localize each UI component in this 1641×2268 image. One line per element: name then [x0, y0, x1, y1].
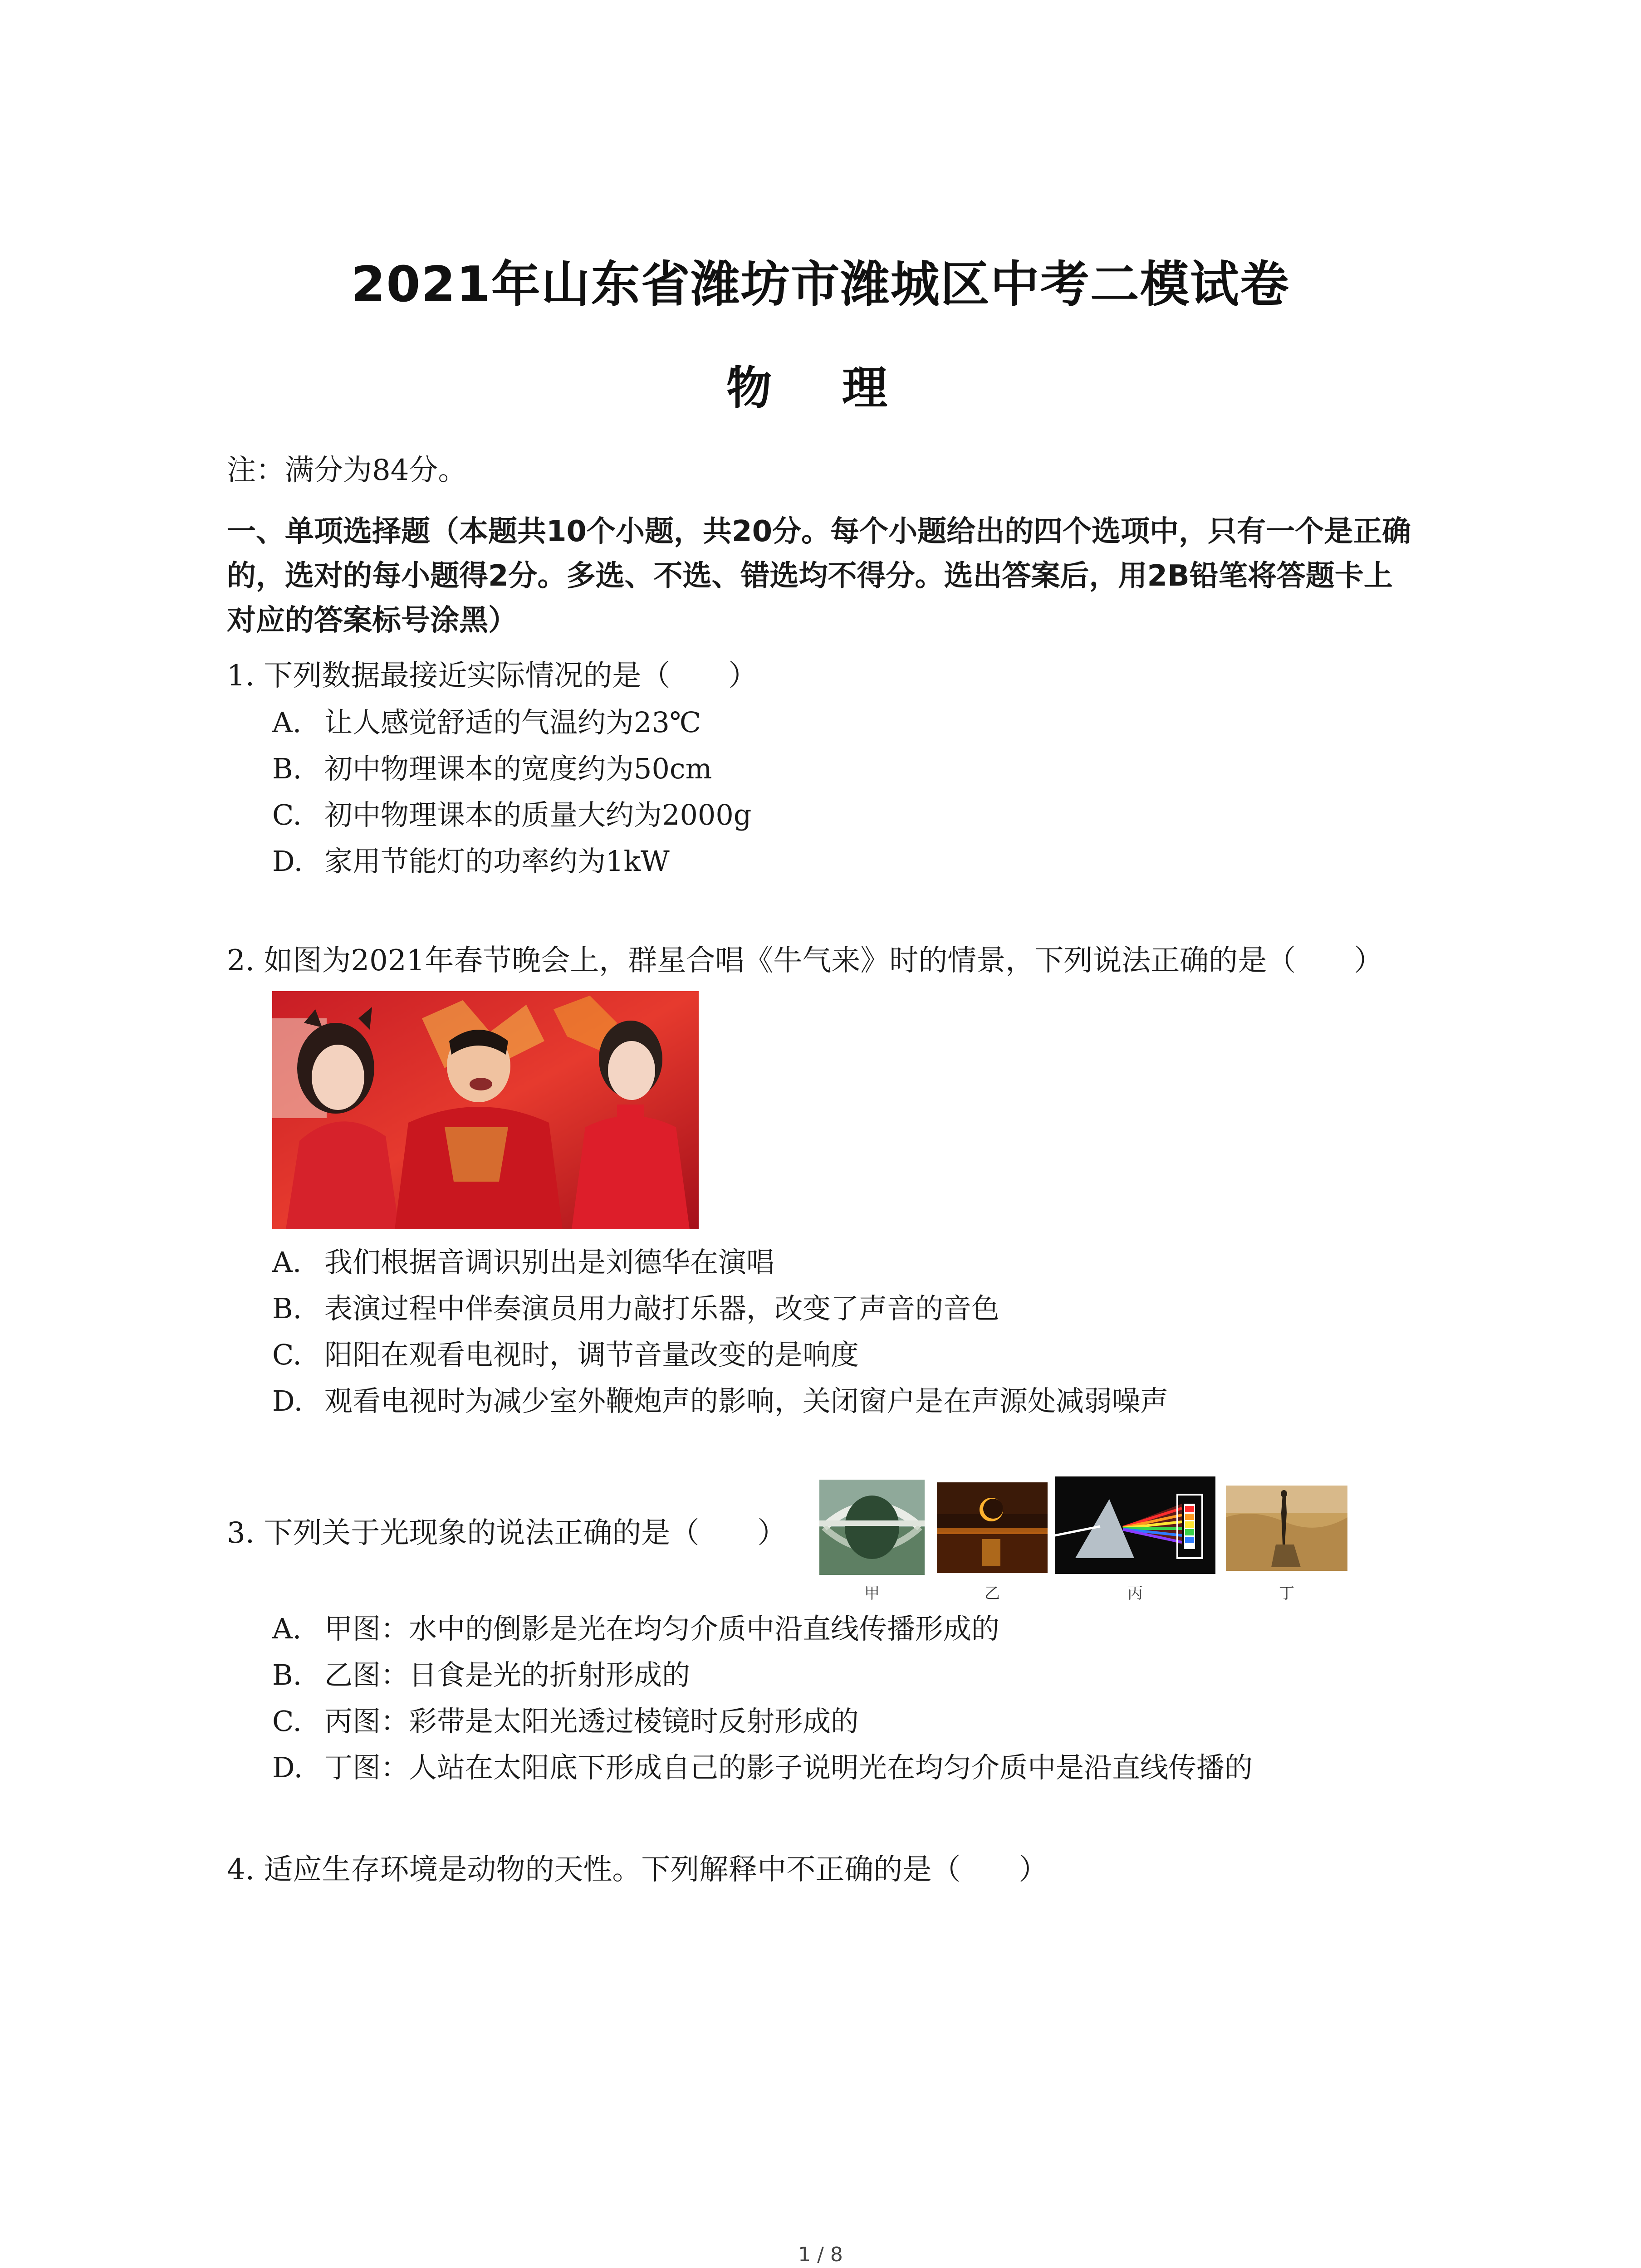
option-letter: C.: [272, 1705, 302, 1738]
option-text: 让人感觉舒适的气温约为23℃: [324, 706, 701, 739]
gala-stage-illustration: [272, 991, 699, 1229]
question-2-option-b: [272, 1292, 1000, 1325]
option-letter: D.: [272, 1384, 303, 1418]
question-1-option-d: [272, 845, 670, 878]
question-2-option-c: [272, 1338, 859, 1371]
option-letter: C.: [272, 798, 302, 831]
caption-bing: 丙: [1127, 1584, 1143, 1603]
option-letter: A.: [272, 1246, 302, 1279]
section-instructions-line-1: 一、单项选择题（本题共10个小题，共20分。每个小题给出的四个选项中，只有一个是正确: [227, 515, 1411, 548]
option-text: 丙图：彩带是太阳光透过棱镜时反射形成的: [324, 1705, 859, 1738]
option-text: 阳阳在观看电视时，调节音量改变的是响度: [324, 1338, 859, 1371]
caption-ding: 丁: [1279, 1584, 1294, 1603]
figure-ding-shadow: [1226, 1486, 1347, 1571]
figure-yi-solar-eclipse: [937, 1482, 1048, 1573]
question-2-option-a: [272, 1246, 775, 1279]
bridge-reflection-icon: [819, 1480, 925, 1575]
question-1-stem: 1. 下列数据最接近实际情况的是（ ）: [227, 659, 758, 693]
option-letter: B.: [272, 1658, 302, 1691]
option-text: 初中物理课本的质量大约为2000g: [324, 798, 752, 831]
option-text: 家用节能灯的功率约为1kW: [324, 845, 670, 878]
question-2-option-d: [272, 1384, 1169, 1418]
subject-title: 物 理: [726, 362, 915, 415]
option-letter: B.: [272, 1292, 302, 1325]
section-instructions-line-2: 的，选对的每小题得2分。多选、不选、错选均不得分。选出答案后，用2B铅笔将答题卡上: [227, 559, 1393, 593]
question-1-option-a: [272, 706, 701, 739]
question-3-option-b: [272, 1658, 691, 1691]
option-letter: A.: [272, 1612, 302, 1645]
page-number: 1 / 8: [798, 2243, 843, 2266]
prism-icon: [1055, 1476, 1215, 1574]
option-text: 表演过程中伴奏演员用力敲打乐器，改变了声音的音色: [324, 1292, 1000, 1325]
option-text: 观看电视时为减少室外鞭炮声的影响，关闭窗户是在声源处减弱噪声: [324, 1384, 1169, 1418]
question-3-option-d: [272, 1751, 1253, 1784]
option-text: 乙图：日食是光的折射形成的: [324, 1658, 691, 1691]
question-1-option-b: [272, 752, 712, 785]
question-4-stem: 4. 适应生存环境是动物的天性。下列解释中不正确的是（ ）: [227, 1853, 1048, 1887]
option-letter: C.: [272, 1338, 302, 1371]
figure-bing-prism: [1055, 1476, 1215, 1574]
option-text: 甲图：水中的倒影是光在均匀介质中沿直线传播形成的: [324, 1612, 1000, 1645]
option-text: 初中物理课本的宽度约为50cm: [324, 752, 712, 785]
shadow-icon: [1226, 1486, 1347, 1571]
question-3-option-c: [272, 1705, 859, 1738]
score-note: 注：满分为84分。: [227, 454, 467, 487]
caption-yi: 乙: [985, 1584, 1000, 1603]
option-letter: D.: [272, 1751, 303, 1784]
question-1-option-c: [272, 798, 752, 831]
question-2-stem: 2. 如图为2021年春节晚会上，群星合唱《牛气来》时的情景，下列说法正确的是（ ）: [227, 944, 1383, 978]
question-3-option-a: [272, 1612, 1000, 1645]
option-text: 我们根据音调识别出是刘德华在演唱: [324, 1246, 775, 1279]
section-instructions-line-3: 对应的答案标号涂黑）: [227, 604, 517, 637]
caption-jia: 甲: [864, 1584, 880, 1603]
figure-jia-bridge-reflection: [819, 1480, 925, 1575]
option-letter: A.: [272, 706, 302, 739]
option-letter: B.: [272, 752, 302, 785]
question-3-stem: 3. 下列关于光现象的说法正确的是（ ）: [227, 1516, 787, 1550]
option-letter: D.: [272, 845, 303, 878]
exam-title: 2021年山东省潍坊市潍城区中考二模试卷: [351, 256, 1290, 313]
gala-stage-photo: [272, 991, 699, 1229]
option-text: 丁图：人站在太阳底下形成自己的影子说明光在均匀介质中是沿直线传播的: [324, 1751, 1253, 1784]
eclipse-icon: [937, 1482, 1048, 1573]
